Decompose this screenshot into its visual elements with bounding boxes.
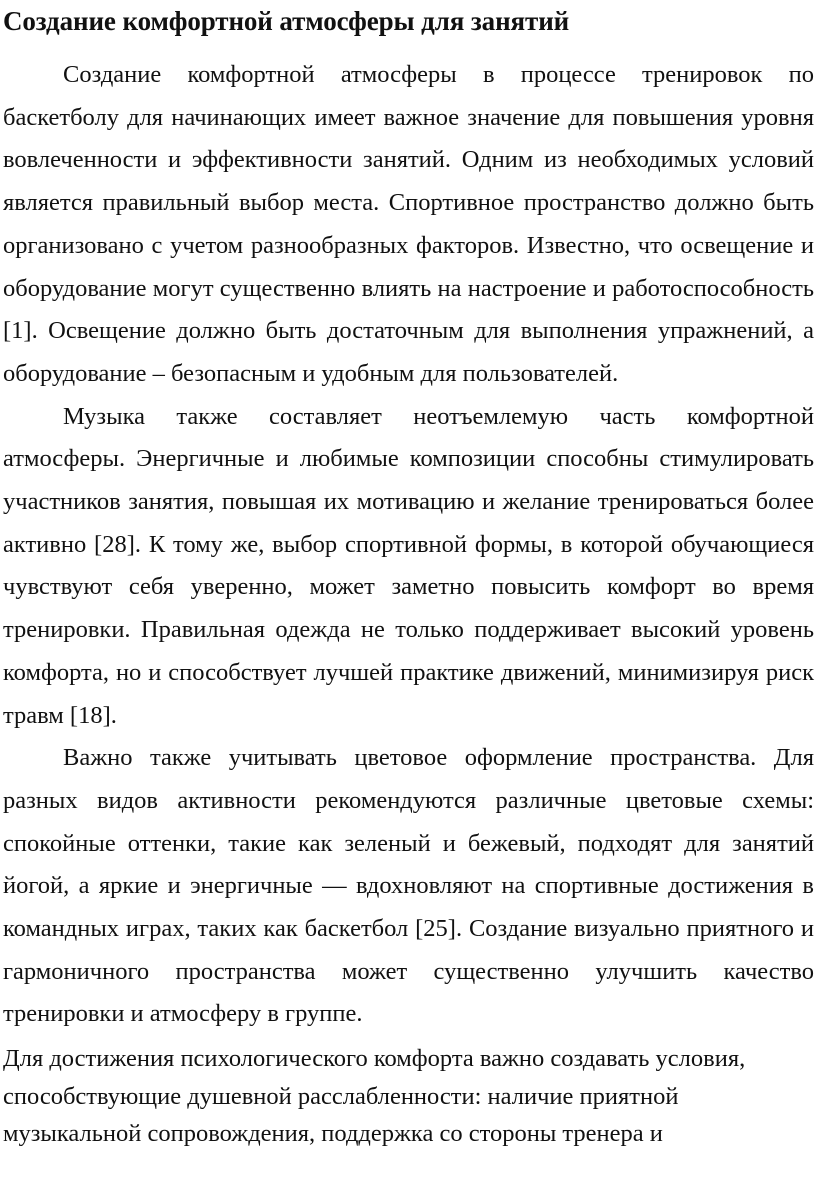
section-heading: Создание комфортной атмосферы для занятий	[3, 6, 570, 36]
text-line: музыкальной сопровождения, поддержка со стороны тренера и	[3, 1120, 663, 1148]
paragraph-psychological-comfort	[3, 1040, 814, 1153]
paragraph-color-design: Важно также учитывать цветовое оформление пространства. Для разных видов активности рекомендуются различные цветовые схемы: спокойные оттенки, такие как зеленый и бежевый, подходят для занятий йогой, а яркие и энергичные — вдохновляют на спортивные достижения в командных играх, таких как баскетбол [25]. Создание визуально приятного и гармоничного пространства может существенно улучшить качество тренировки и атмосферу в группе.	[3, 744, 814, 1028]
text-line: Для достижения психологического комфорта важно создавать условия,	[3, 1045, 746, 1073]
text-line: способствующие душевной расслабленности: наличие приятной	[3, 1082, 679, 1110]
paragraph-music-clothing: Музыка также составляет неотъемлемую часть комфортной атмосферы. Энергичные и любимые композиции способны стимулировать участников занятия, повышая их мотивацию и желание тренироваться более активно [28]. К тому же, выбор спортивной формы, в которой обучающиеся чувствуют себя уверенно, может заметно повысить комфорт во время тренировки. Правильная одежда не только поддерживает высокий уровень комфорта, но и способствует лучшей практике движений, минимизируя риск травм [18].	[3, 402, 814, 729]
paragraph-lighting-equipment: Создание комфортной атмосферы в процессе тренировок по баскетболу для начинающих имеет важное значение для повышения уровня вовлеченности и эффективности занятий. Одним из необходимых условий является правильный выбор места. Спортивное пространство должно быть организовано с учетом разнообразных факторов. Известно, что освещение и оборудование могут существенно влиять на настроение и работоспособность [1]. Освещение должно быть достаточным для выполнения упражнений, а оборудование – безопасным и удобным для пользователей.	[3, 61, 814, 387]
